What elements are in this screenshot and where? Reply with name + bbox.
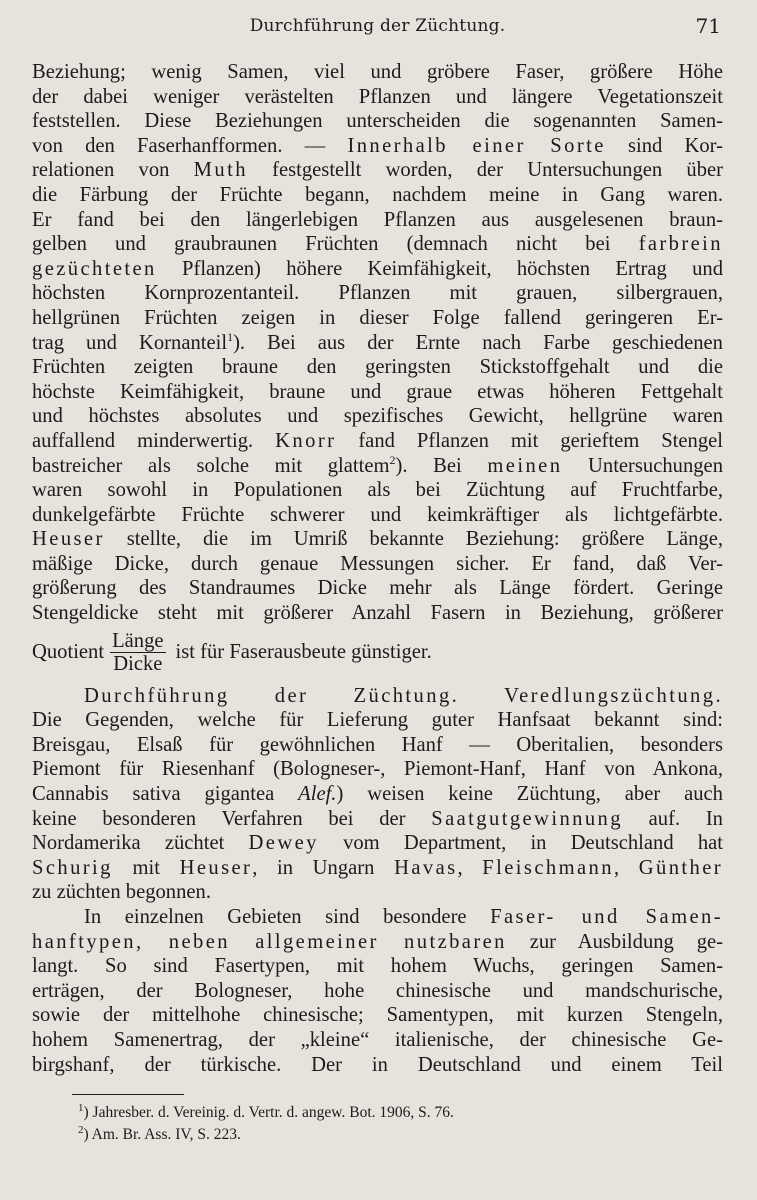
text-line: sowie der mittelhohe chinesische; Samentypen, mit kurzen Stengeln, <box>32 1004 723 1027</box>
text-span: , <box>613 856 639 879</box>
text-span: Cannabis sativa gigantea <box>32 783 299 806</box>
footnote-text: ) Am. Br. Ass. IV, S. 223. <box>83 1126 241 1143</box>
author-name: Knorr <box>275 429 337 452</box>
italic-abbrev: Alef. <box>298 783 337 806</box>
text-span: fand Pflanzen mit gerieftem Stengel <box>336 429 723 452</box>
author-name: Heuser <box>179 856 253 879</box>
footnote-text: ) Jahresber. d. Vereinig. d. Vertr. d. angew. Bot. 1906, S. 76. <box>83 1104 454 1121</box>
text-line: Piemont für Riesenhanf (Bologneser-, Piemont-Hanf, Hanf von Ankona, <box>32 758 723 781</box>
text-span: , in Ungarn <box>252 856 395 879</box>
text-line <box>32 831 723 856</box>
text-line: langt. So sind Fasertypen, mit hohem Wuchs, geringen Samen- <box>32 955 723 978</box>
page-number: 71 <box>695 14 721 38</box>
text-line: zu züchten begonnen. <box>32 881 211 904</box>
text-line: größerung des Standraumes Dicke mehr als Länge fördert. Geringe <box>32 577 723 600</box>
text-line: hohem Samenertrag, der „kleine“ italienische, der chinesische Ge- <box>32 1028 723 1051</box>
text-span: , <box>457 856 483 879</box>
footnote-marker: 2 <box>389 452 396 467</box>
text-span: stellte, die im Umriß bekannte Beziehung: größere Länge, <box>104 528 723 551</box>
footnote-divider <box>72 1094 184 1095</box>
text-line: hellgrünen Früchten zeigen in dieser Folge fallend geringeren Er- <box>32 306 723 329</box>
footnote-marker: 2 <box>78 1123 84 1136</box>
text-line: Die Gegenden, welche für Lieferung guter Hanfsaat bekannt sind: <box>32 709 723 732</box>
author-name: Schurig <box>32 856 113 879</box>
text-line: birgshanf, der türkische. Der in Deutschland und einem Teil <box>32 1053 723 1076</box>
text-line <box>32 331 723 356</box>
text-span: festgestellt worden, der Untersuchungen über <box>247 159 723 182</box>
footnote-marker: 1 <box>227 329 234 344</box>
text-line <box>32 807 723 832</box>
text-line: dunkelgefärbte Früchte schwerer und keimkräftiger als lichtgefärbte. <box>32 503 723 526</box>
text-span: von den Faserhanfformen. — <box>32 134 348 157</box>
spaced-emphasis: meinen <box>487 454 563 477</box>
text-line: waren sowohl in Populationen als bei Züchtung auf Fruchtfarbe, <box>32 479 723 502</box>
author-name: Fleischmann <box>482 856 614 879</box>
fraction-line <box>32 628 723 678</box>
section-subheading: Veredlungszüchtung. <box>459 684 723 707</box>
text-line: feststellen. Diese Beziehungen unterscheiden die sogenannten Samen- <box>32 110 723 133</box>
text-line: Beziehung; wenig Samen, viel und gröbere Faser, größere Höhe <box>32 61 723 83</box>
text-line <box>32 905 723 930</box>
author-name: Heuser <box>32 528 105 551</box>
text-line: erträgen, der Bologneser, hohe chinesische und mandschurische, <box>32 979 723 1002</box>
body-text <box>32 60 723 1077</box>
spaced-emphasis: hanftypen, neben allgemeiner nutzbaren <box>32 930 507 953</box>
text-line <box>32 429 723 454</box>
text-span: trag und Kornanteil <box>32 331 228 354</box>
text-line: Breisgau, Elsaß für gewöhnlichen Hanf — Oberitalien, besonders <box>32 733 723 756</box>
text-line <box>32 134 723 159</box>
text-span: Untersuchungen <box>562 454 723 477</box>
fraction <box>110 630 165 675</box>
text-span: Pflanzen) höhere Keimfähigkeit, höchsten Ertrag und <box>156 257 723 280</box>
text-span: zur Ausbildung ge- <box>506 930 723 953</box>
fraction-denominator: Dicke <box>113 653 163 676</box>
text-line <box>32 158 723 183</box>
footnote <box>78 1102 454 1124</box>
spaced-emphasis: gezüchteten <box>32 257 157 280</box>
text-span: auf. In <box>622 807 723 830</box>
running-title: Durchführung der Züchtung. <box>249 16 506 36</box>
text-line: höchsten Kornprozentanteil. Pflanzen mit grauen, silbergrauen, <box>32 282 723 305</box>
text-span: gelben und graubraunen Früchten (demnach nicht bei <box>32 233 639 256</box>
text-span: auffallend minderwertig. <box>32 429 276 452</box>
text-line <box>32 257 723 282</box>
text-span: sind Kor- <box>605 134 723 157</box>
footnotes <box>78 1102 454 1146</box>
text-span: mit <box>112 856 180 879</box>
text-span: ) weisen keine Züchtung, aber auch <box>336 783 723 806</box>
text-line <box>32 930 723 955</box>
text-span: bastreicher als solche mit glattem <box>32 454 390 477</box>
author-name: Günther <box>638 856 724 879</box>
spaced-emphasis: farbrein <box>638 233 723 256</box>
text-line <box>32 782 723 807</box>
text-line <box>32 856 723 881</box>
author-name: Muth <box>193 159 248 182</box>
text-line: Er fand bei den längerlebigen Pflanzen aus ausgelesenen braun- <box>32 208 723 231</box>
spaced-emphasis: Innerhalb einer Sorte <box>347 134 606 157</box>
spaced-emphasis: Saatgutgewinnung <box>431 807 623 830</box>
section-heading: Durchführung der Züchtung. <box>84 684 460 707</box>
text-span: In einzelnen Gebieten sind besondere <box>84 906 491 928</box>
text-line: mäßige Dicke, durch genaue Messungen sicher. Er fand, daß Ver- <box>32 552 723 575</box>
text-line: Stengeldicke steht mit größerer Anzahl Fasern in Beziehung, größerer <box>32 602 723 625</box>
page-header <box>32 14 723 44</box>
text-span: ). Bei <box>395 454 488 477</box>
text-span: keine besonderen Verfahren bei der <box>32 807 432 830</box>
text-line: Früchten zeigten braune den geringsten Stickstoffgehalt und die <box>32 356 723 379</box>
text-line <box>32 232 723 257</box>
text-line <box>32 454 723 479</box>
text-span: vom Department, in Deutschland hat <box>318 832 723 855</box>
author-name: Havas <box>394 856 458 879</box>
text-line: der dabei weniger verästelten Pflanzen und längere Vegetationszeit <box>32 85 723 108</box>
text-span: ). Bei aus der Ernte nach Farbe geschiedenen <box>233 331 723 354</box>
footnote-marker: 1 <box>78 1101 84 1114</box>
spaced-emphasis: Faser- und Samen- <box>490 906 723 928</box>
author-name: Dewey <box>248 832 319 855</box>
text-span: relationen von <box>32 159 194 182</box>
text-line: und höchstes absolutes und spezifisches Gewicht, hellgrüne waren <box>32 405 723 428</box>
footnote <box>78 1124 454 1146</box>
text-line <box>32 527 723 552</box>
text-span: Nordamerika züchtet <box>32 832 249 855</box>
text-line: die Färbung der Früchte begann, nachdem meine in Gang waren. <box>32 183 723 206</box>
text-line: höchste Keimfähigkeit, braune und graue etwas höheren Fettgehalt <box>32 380 723 403</box>
fraction-numerator: Länge <box>112 630 164 653</box>
text-span: Quotient <box>32 641 105 664</box>
text-span: ist für Faserausbeute günstiger. <box>175 641 432 664</box>
section-heading-line <box>32 684 723 709</box>
